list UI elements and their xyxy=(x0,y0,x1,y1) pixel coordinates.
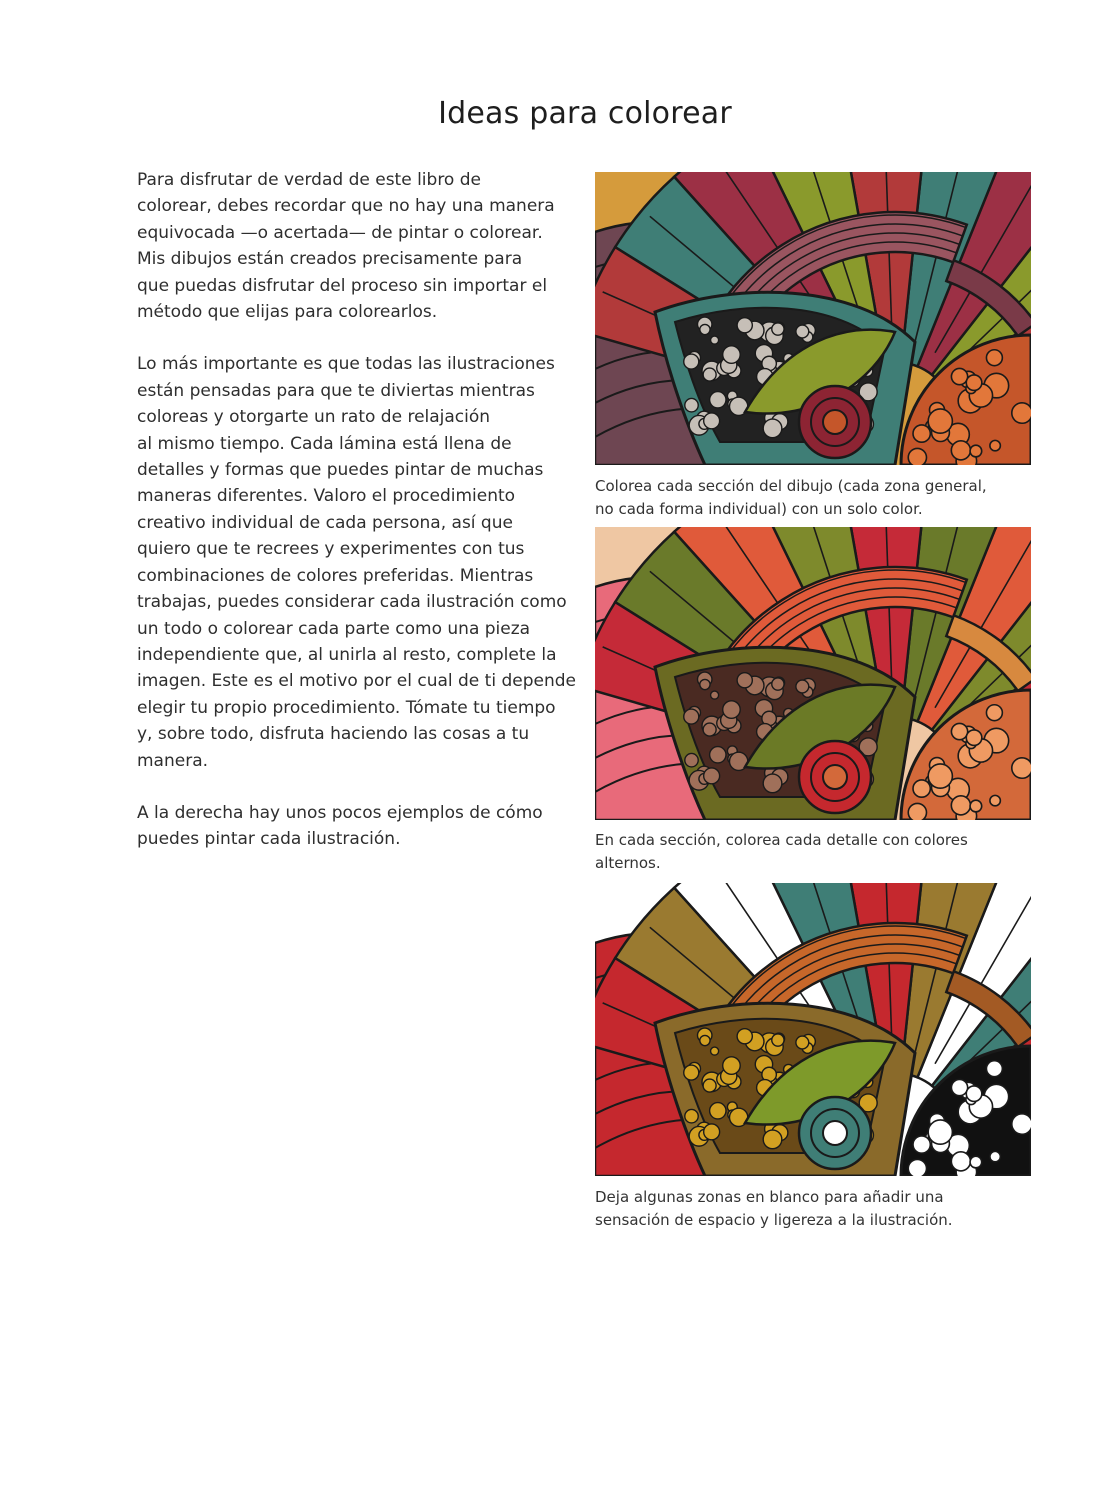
closing-paragraph: A la derecha hay unos pocos ejemplos de cómo puedes pintar cada ilustración. xyxy=(137,802,543,850)
example-illustration-3 xyxy=(595,883,1031,1176)
example-caption-2: En cada sección, colorea cada detalle con colores alternos. xyxy=(595,831,968,872)
example-caption-3: Deja algunas zonas en blanco para añadir una sensación de espacio y ligereza a la ilustración. xyxy=(595,1188,953,1229)
page-title: Ideas para colorear xyxy=(438,96,732,131)
example-caption-1: Colorea cada sección del dibujo (cada zona general, no cada forma individual) con un solo color. xyxy=(595,477,987,518)
main-paragraph: Lo más importante es que todas las ilustraciones están pensadas para que te diviertas mientras coloreas y otorgarte un rato de relajación al mismo tiempo. Cada lámina está llena de detalles y formas que puedes pintar de muchas maneras diferentes. Valoro el procedimiento creativo individual de cada persona, así que quiero que te recrees y experimentes con tus combinaciones de colores preferidas. Mientras trabajas, puedes considerar cada ilustración como un todo o colorear cada parte como una pieza independiente que, al unirla al resto, complete la imagen. Este es el motivo por el cual de ti depende elegir tu propio procedimiento. Tómate tu tiempo y, sobre todo, disfruta haciendo las cosas a tu manera. xyxy=(137,354,576,771)
example-illustration-1 xyxy=(595,172,1031,465)
intro-paragraph: Para disfrutar de verdad de este libro de colorear, debes recordar que no hay una manera equivocada —o acertada— de pintar o colorear. Mis dibujos están creados precisamente para que puedas disfrutar del proceso sin importar el método que elijas para colorearlos. xyxy=(137,170,555,323)
body-text xyxy=(137,167,577,879)
example-illustration-2 xyxy=(595,527,1031,820)
